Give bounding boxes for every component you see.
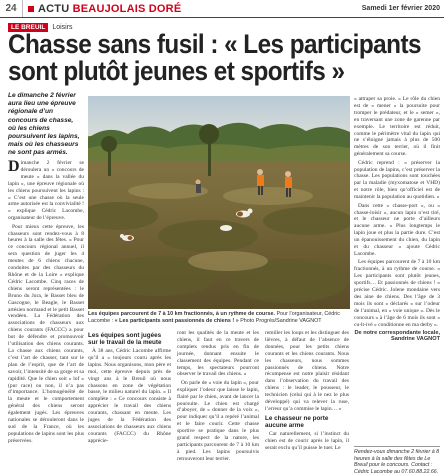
caption-lead: Les équipes parcourent de 7 à 10 km fractionnés, à un rythme de course. <box>88 311 275 317</box>
subheading: Les équipes sont jugées sur le travail de la meute <box>88 332 162 346</box>
article-column-1 <box>8 160 84 466</box>
paragraph: Dans cette « chasse-port », ou « chasse-loisir », aucun lapin n’est tiré, et le chasseur ne porte d’ailleurs aucune arme. « Plus longtemps le lapin joue et plus la partie dure. C’est un épanouissement du chien, du lapin et du chasseur » ajoute Cédric Lacombe. <box>354 202 440 257</box>
rubric-marker-icon <box>28 6 34 12</box>
event-info-box: Rendez-vous dimanche 2 février à 8 heures à la salle des fêtes de Le Breuil pour le concours. Contact : Cédric Lacombe au 07.60.88.22.66. <box>354 446 440 475</box>
photo-caption <box>88 311 350 325</box>
article-column-5 <box>354 96 440 444</box>
paragraph: imanche 2 février se déroulera un « concours de meute » dans la vallée du lapin », une épreuve régionale où les chiens poursuivent les lapins : « C’est une chasse où la seule arme autorisée est la convivialité ! » explique Cédric Lacombe, organisateur de l’épreuve. <box>8 160 84 222</box>
article-column-3 <box>177 330 259 466</box>
subheading: Le chasseur ne porte aucune arme <box>265 414 329 429</box>
article-column-2 <box>88 330 171 466</box>
paragraph: À 38 ans, Cédric Lacombe affirme qu’il a « toujours couru après les lapins. Nous organisons, mon père et moi, cette épreuve depuis près de vingt ans à le Breuil où nous chassons en zone de végétation basse, le milieu naturel du lapin. » Il complète : « Ce concours consiste à apprécier le travail des chiens courants, chassant en meute. Les juges de la Fédération des associations de chasseurs aux chiens courants (FACCC) du Rhône apprécie- <box>88 348 171 444</box>
author-signature: De notre correspondante locale, Sandrine VAGNOT <box>354 330 440 343</box>
drop-cap: D <box>8 160 20 175</box>
rubric-right: BEAUJOLAIS DORÉ <box>72 2 182 15</box>
article-column-4 <box>265 330 349 466</box>
paragraph: Car naturellement, si l’instinct du chien est de courir après le lapin, il serait exclu qu’il puisse le tuer. Le <box>265 430 349 451</box>
paragraph: Pour mieux cette épreuve, les chasseurs sont rendez-vous à 8 heures à la salle des fêtes. « Pour ce concours régional annuel, il sera question de juger les 4 meutes de 6 chiens chacune, conduites par des chasseurs du Rhône et de la Loire » explique Cédric Lacombe. Cinq races de chiens seront représentées : le Bruno du Jura, le Basset bleu de Gascogne, le Beagle, le Basset artésien normand et le petit Basset vendéen. La Fédération des associations de chasseurs aux chiens courants (FACCC) a pour but de défendre et promouvoir l’utilisation des chiens courants. La chasse aux chiens courants, c’est l’art de chasser, tant sur le plan de l’esprit, que de l’art de savoir, l’intensité de sa gorge et sa rapidité. Que le chien soit « lof » (pur race) ou non, il n’a pas d’importance. L’homogénéité de la meute et le comportement général des chiens seront également jugés. Les épreuves nationales se dérouleront dans le sud de la France, où les populations de lapins sont les plus préservées. <box>8 223 84 444</box>
category-tag: Loisirs <box>52 23 73 31</box>
page-header <box>0 0 444 17</box>
location-tag: LE BREUIL <box>8 23 48 32</box>
field-scene-image <box>88 96 350 309</box>
photo-credit: Photo Progrès/Sandrine VAGNOT <box>240 317 322 324</box>
paragraph: Les équipes parcourent de 7 à 10 km fractionnés, à un rythme de course. « Les participants sont plutôt jeunes, sportifs… Et passionnés de chiens ! » précise Cédric. Jolene mondaine vers des aine de chiens. Des l’âge de 3 mois ils sont « déclarés » sur l’odeur de l’animal, en « voie unique ». Dès le concours « à l’âge de 6 mois ils sont « cu-lt-ivé » conditionne en ma derby ». <box>354 259 440 328</box>
caption-quote: « Les participants sont passionnés de chiens ! » <box>114 317 239 324</box>
paragraph: On parle de « voie du lapin », pour expliquer l’odeur que laisse le lapin, flairé par le chien, avant de lancer la poursuite. Le chien est chargé d’aboyer, de « donner de la voix », pour indiquer qu’il a repéré l’animal et le faire courir. Cette chasse sportive se pratique dans le plus grand respect de la nature, les participants parcourent de 7 à 10 km à pied. Les lapins poursuivis retrouveront leur terrier. <box>177 379 259 462</box>
headline <box>8 29 422 86</box>
hunting-photo <box>88 96 350 309</box>
paragraph: « attraper sa proie. » Le rôle du chien est de « mener » la poursuite pour tromper le prédateur, et le « semer », en traversant une zone de garenne par exemple. Le territoire est réduit, comme le périmètre vital du lapin qui ne s’éloigne jamais à plus de 500 mètres de son terrier, où il finit généralement sa course. <box>354 96 440 158</box>
caption-text: Pour l’organisateur, Cédric Lacombe : <box>88 311 340 324</box>
issue-date: Samedi 1er février 2020 <box>361 5 440 12</box>
paragraph: Cédric reprend : « préserver la population de lapins, c’est préserver la chasse. Les populations sont touchées par la maladie (myxomatose et VHD) et notre rôle, bien qu’officiel est de maintenir la population au quotidien. » <box>354 159 440 201</box>
headline-line-1: Chasse sans fusil : « Les participants <box>8 29 422 59</box>
rubric-left: ACTU <box>38 2 70 15</box>
standfirst: Le dimanche 2 février aura lieu une épreuve régionale d’un concours de chasse, où les chiens poursuivent les lapins, mais où les chasseurs ne sont pas armés. <box>8 92 80 157</box>
header-rule <box>0 17 444 18</box>
paragraph: remiller les loups et les distinguer des lièvres, à défaut de l’absence de données, pour les petits chiens courants et les chiens courants. Nous les chasseurs, nous sommes passionnés de chiens. Notre récompense est notre plaisir résidant dans l’observation du travail des chiens : le leader, le pousseur, le technicien (celui qui à le nez le plus développé) qui va relever la ruse, l’erreur qu’a commise le lapin… » <box>265 330 349 412</box>
page-number: 24 <box>0 0 23 17</box>
paragraph: ront les qualités de la meute et les chiens, il faut en ce travers de complets rendus pris en fin de journée, donnant ensuite le classement des équipes. Pendant ce temps, les spectateurs pourront observer le travail des chiens. » <box>177 330 259 378</box>
rubric-title <box>38 3 181 15</box>
headline-line-2: sont plutôt jeunes et sportifs » <box>8 56 345 86</box>
